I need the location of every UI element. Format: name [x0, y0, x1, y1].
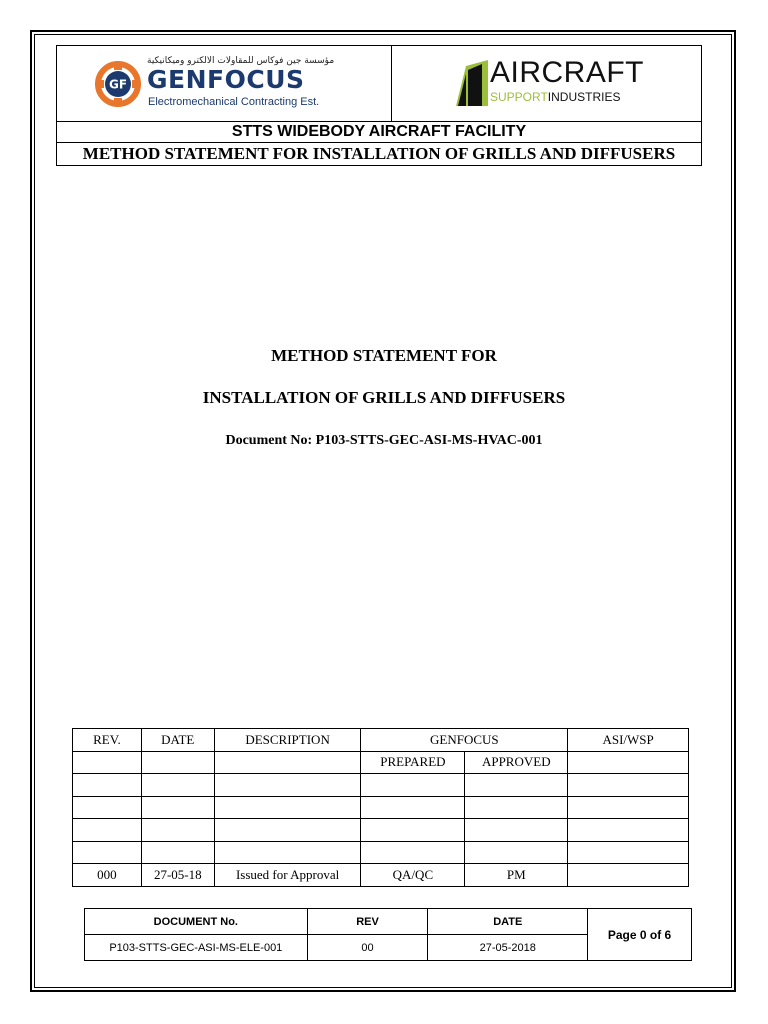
- approved-cell: PM: [465, 864, 568, 887]
- date-header: DATE: [428, 909, 588, 935]
- document-no-header: DOCUMENT No.: [85, 909, 308, 935]
- genfocus-subtitle: Electromechanical Contracting Est.: [148, 96, 320, 108]
- revision-table: [72, 728, 689, 887]
- date-cell: 27-05-18: [141, 864, 214, 887]
- asi-logo-title: AIRCRAFT: [490, 56, 644, 89]
- genfocus-header: GENFOCUS: [361, 729, 568, 752]
- page-number: Page 0 of 6: [588, 909, 692, 961]
- asi-logo: [452, 54, 652, 114]
- description-cell: Issued for Approval: [214, 864, 361, 887]
- document-no-value: P103-STTS-GEC-ASI-MS-ELE-001: [85, 935, 308, 961]
- document-heading: METHOD STATEMENT FOR INSTALLATION OF GRILLS AND DIFFUSERS: [56, 142, 702, 166]
- genfocus-mark-text: GF: [108, 77, 128, 92]
- description-header: DESCRIPTION: [214, 729, 361, 752]
- asi-support-text: SUPPORT: [490, 90, 548, 104]
- rev-value: 00: [307, 935, 428, 961]
- table-row: [73, 841, 689, 864]
- rev-header: REV: [307, 909, 428, 935]
- document-number-label: Document No:: [225, 433, 313, 448]
- table-row: [73, 819, 689, 842]
- genfocus-arabic-text: مؤسسة جين فوكاس للمقاولات الالكترو وميكانيكية: [147, 56, 335, 66]
- genfocus-logo: [95, 56, 365, 116]
- genfocus-name: GENFOCUS: [147, 65, 305, 94]
- document-number-value: P103-STTS-GEC-ASI-MS-HVAC-001: [315, 433, 543, 448]
- prepared-cell: QA/QC: [361, 864, 465, 887]
- aircraft-hangar-icon: [452, 56, 492, 108]
- rev-header: REV.: [73, 729, 142, 752]
- document-number: [0, 433, 768, 449]
- main-title-line2: INSTALLATION OF GRILLS AND DIFFUSERS: [202, 388, 566, 407]
- table-row: [73, 864, 689, 887]
- genfocus-mark-icon: [95, 61, 141, 107]
- asi-industries-text: INDUSTRIES: [547, 90, 621, 104]
- approved-header: APPROVED: [465, 751, 568, 774]
- rev-cell: 000: [73, 864, 142, 887]
- header-logo-row: [56, 45, 702, 122]
- asi-wsp-cell: [568, 864, 689, 887]
- revision-header-row: [73, 729, 689, 752]
- asi-logo-cell: [392, 46, 701, 121]
- main-title-line1: METHOD STATEMENT FOR: [271, 346, 497, 365]
- footer-table: [84, 908, 692, 961]
- genfocus-logo-cell: [57, 46, 392, 121]
- facility-title: STTS WIDEBODY AIRCRAFT FACILITY: [56, 121, 702, 143]
- asi-wsp-header: ASI/WSP: [568, 729, 689, 752]
- table-row: [73, 796, 689, 819]
- revision-subheader-row: [73, 751, 689, 774]
- asi-logo-subtitle: [490, 90, 620, 104]
- table-row: [73, 774, 689, 797]
- date-value: 27-05-2018: [428, 935, 588, 961]
- prepared-header: PREPARED: [361, 751, 465, 774]
- footer-header-row: [85, 909, 692, 935]
- date-header: DATE: [141, 729, 214, 752]
